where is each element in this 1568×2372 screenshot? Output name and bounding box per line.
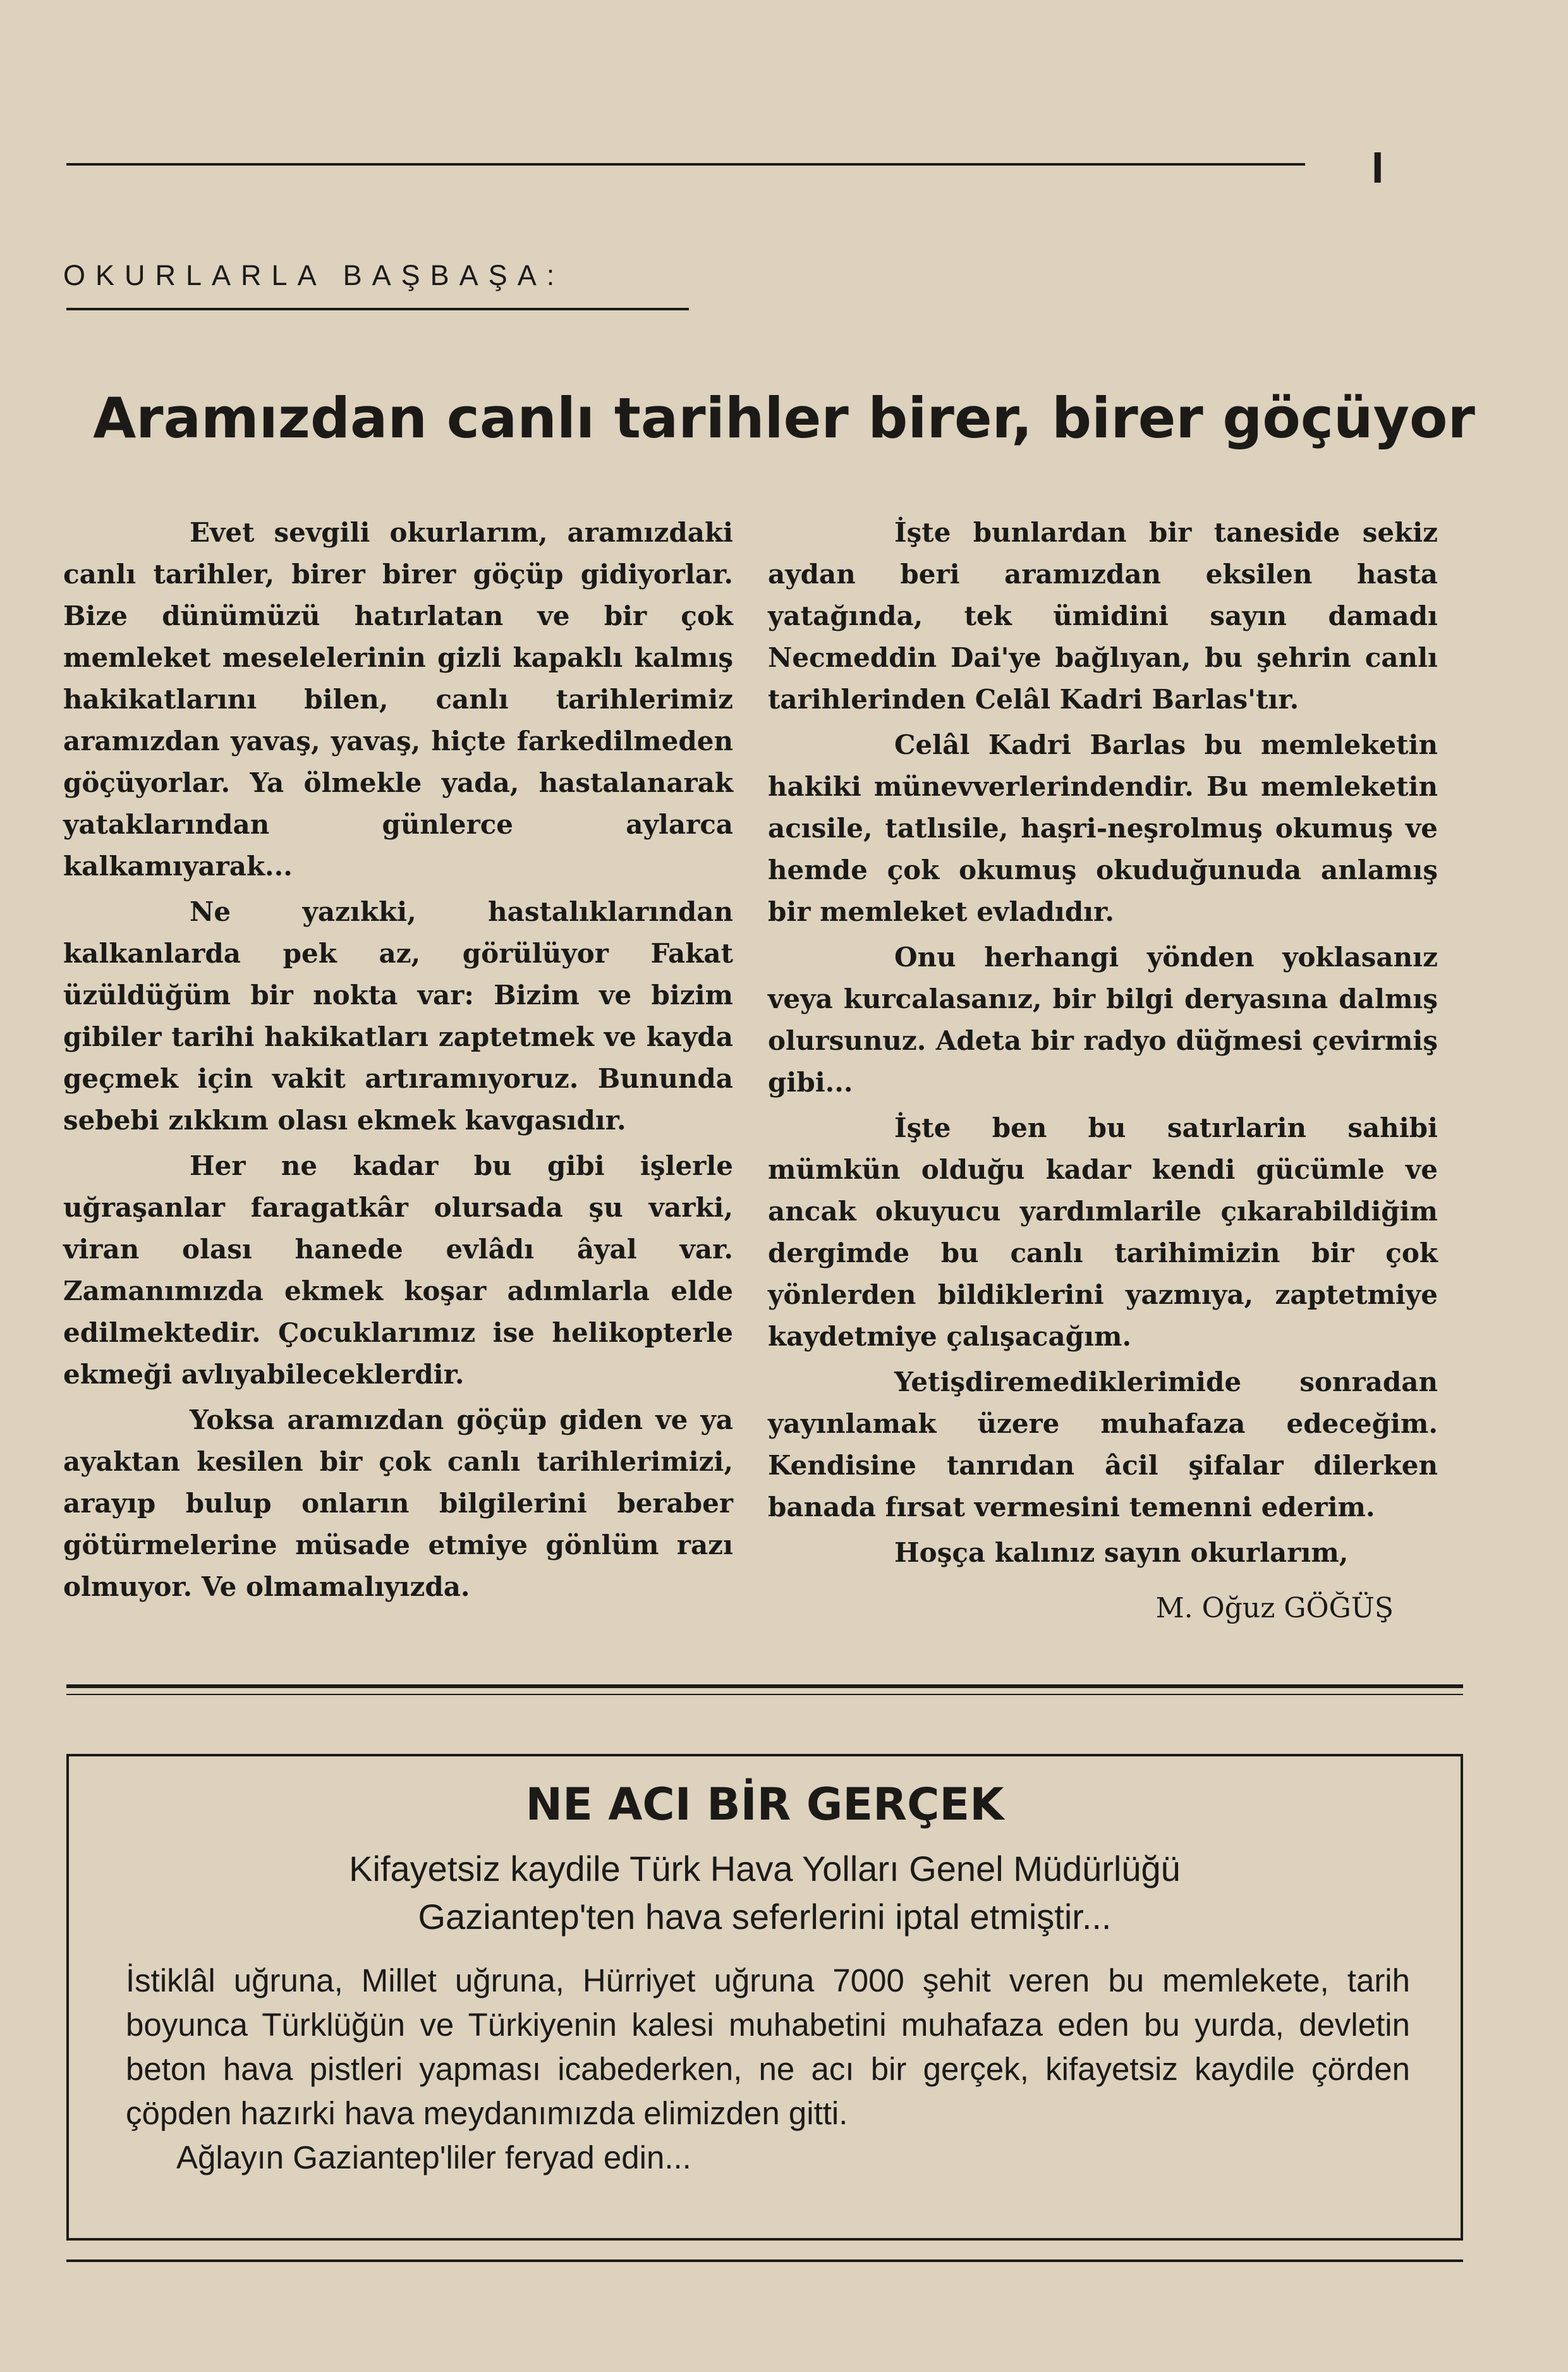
left-paragraph-1: Evet sevgili okurlarım, aramızdaki canlı tarihler, birer birer göçüp gidiyorlar. Bize dünümüzü hatırlatan ve bir çok memleket meselelerinin gizli kapaklı kalmış hakikatlarını bilen, canlı tarihlerimiz aramızdan yavaş, yavaş, hiçte farkedilmeden göçüyorlar. Ya ölmekle yada, hastalanarak yataklarından günlerce aylarca kalkamıyarak...	[63, 517, 733, 882]
headline: Aramızdan canlı tarihler birer, birer göçüyor	[93, 386, 1475, 451]
notice-closing: Ağlayın Gaziantep'liler feryad edin...	[176, 2139, 691, 2175]
top-rule	[66, 163, 1305, 166]
footer-rule	[66, 2259, 1463, 2262]
right-paragraph-2: Celâl Kadri Barlas bu memleketin hakiki münevverlerindendir. Bu memleketin acısile, tatlısile, haşri-neşrolmuş okumuş ve hemde çok okumuş okuduğunuda anlamış bir memleket evladıdır.	[768, 729, 1438, 927]
notice-body-text: İstiklâl uğruna, Millet uğruna, Hürriyet uğruna 7000 şehit veren bu memlekete, tarih boyunca Türklüğün ve Türkiyenin kalesi muhabetini muhafaza eden bu yurda, devletin beton hava pistleri yapması icabederken, ne acı bir gerçek, kifayetsiz kaydile çörden çöpden hazırki hava meydanımızda elimizden gitti.	[126, 1962, 1410, 2131]
left-paragraph-4: Yoksa aramızdan göçüp giden ve ya ayaktan kesilen bir çok canlı tarihlerimizi, arayıp bulup onların bilgilerini beraber götürmelerine müsade etmiye gönlüm razı olmuyor. Ve olmamalıyızda.	[63, 1404, 733, 1602]
closing-greeting: Hoşça kalınız sayın okurlarım,	[894, 1537, 1349, 1568]
notice-body	[126, 1959, 1410, 2180]
left-paragraph-3: Her ne kadar bu gibi işlerle uğraşanlar faragatkâr olursada şu varki, viran olası hanede evlâdı âyal var. Zamanımızda ekmek koşar adımlarla elde edilmektedir. Çocuklarımız ise helikopterle ekmeği avlıyabileceklerdir.	[63, 1150, 733, 1390]
section-label-underline	[66, 308, 689, 310]
section-label: OKURLARLA BAŞBAŞA:	[63, 259, 565, 291]
left-column	[63, 512, 733, 1612]
right-paragraph-4: İşte ben bu satırlarin sahibi mümkün olduğu kadar kendi gücümle ve ancak okuyucu yardımlarile çıkarabildiğim dergimde bu canlı tarihimizin bir çok yönlerden bildiklerini yazmıya, zaptetmiye kaydetmiye çalışacağım.	[768, 1112, 1438, 1352]
left-paragraph-2: Ne yazıkki, hastalıklarından kalkanlarda pek az, görülüyor Fakat üzüldüğüm bir nokta var: Bizim ve bizim gibiler tarihi hakikatları zaptetmek ve kayda geçmek için vakit artıramıyoruz. Bununda sebebi zıkkım olası ekmek kavgasıdır.	[63, 896, 733, 1136]
bottom-rule-thin	[66, 1694, 1463, 1695]
right-paragraph-5: Yetişdiremediklerimide sonradan yayınlamak üzere muhafaza edeceğim. Kendisine tanrıdan âcil şifalar dilerken banada fırsat vermesini temenni ederim.	[768, 1366, 1438, 1523]
right-column	[768, 512, 1438, 1631]
notice-box	[66, 1754, 1463, 2241]
author-signature: M. Oğuz GÖĞÜŞ	[1155, 1592, 1394, 1624]
notice-subtitle-line-2: Gaziantep'ten hava seferlerini iptal etmiştir...	[418, 1897, 1112, 1937]
bottom-rule-thick	[66, 1684, 1463, 1688]
page-number: I	[1371, 143, 1384, 192]
right-paragraph-3: Onu herhangi yönden yoklasanız veya kurcalasanız, bir bilgi deryasına dalmış olursunuz. Adeta bir radyo düğmesi çevirmiş gibi...	[768, 942, 1438, 1098]
notice-subtitle	[69, 1845, 1461, 1941]
notice-title: NE ACI BİR GERÇEK	[525, 1779, 1004, 1830]
notice-subtitle-line-1: Kifayetsiz kaydile Türk Hava Yolları Genel Müdürlüğü	[349, 1849, 1181, 1888]
right-paragraph-1: İşte bunlardan bir taneside sekiz aydan beri aramızdan eksilen hasta yatağında, tek ümidini sayın damadı Necmeddin Dai'ye bağlıyan, bu şehrin canlı tarihlerinden Celâl Kadri Barlas'tır.	[768, 517, 1438, 715]
